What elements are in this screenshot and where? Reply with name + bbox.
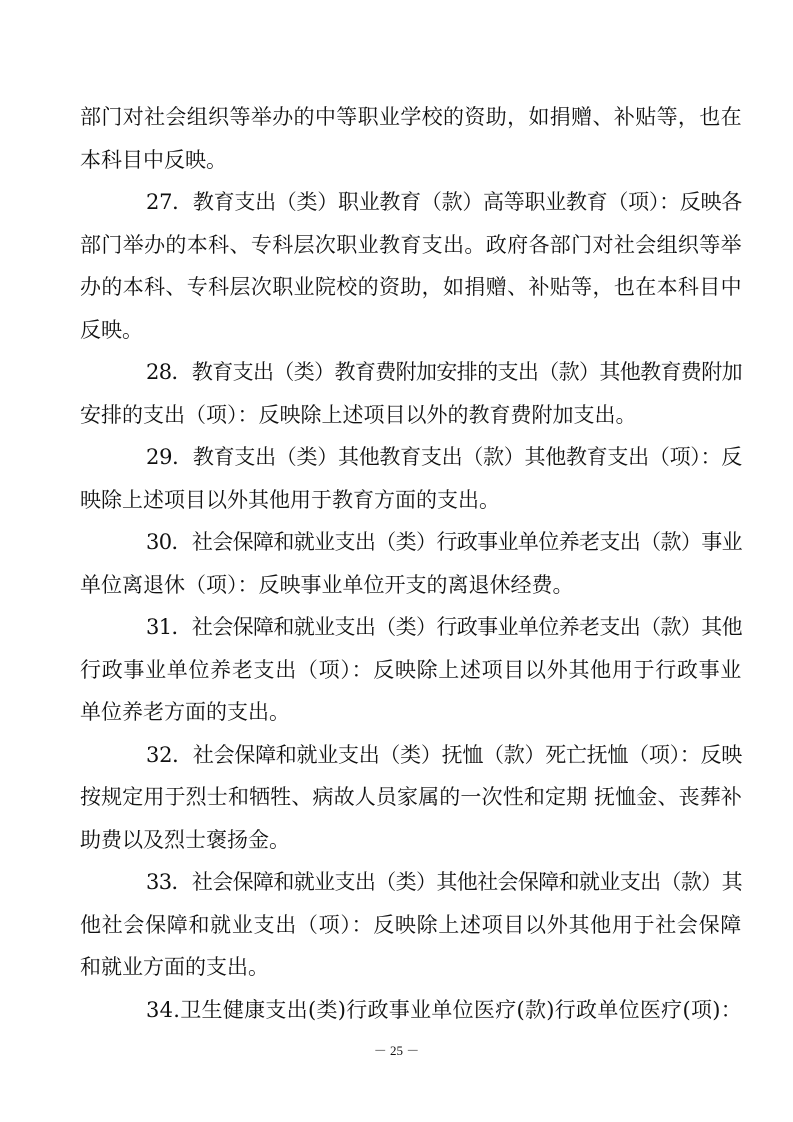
text-line-content: 部门举办的本科、专科层次职业教育支出。政府各部门对社会组织等举 — [80, 232, 742, 257]
text-line-content: 本科目中反映。 — [80, 147, 227, 172]
text-line — [80, 224, 742, 267]
text-line-content: 行政事业单位养老支出（项）：反映除上述项目以外其他用于行政事业 — [80, 657, 742, 682]
text-line — [80, 564, 742, 607]
text-line — [80, 819, 742, 862]
text-line-content: 27．教育支出（类）职业教育（款）高等职业教育（项）：反映各 — [146, 190, 742, 214]
text-line-content: 部门对社会组织等举办的中等职业学校的资助，如捐赠、补贴等，也在 — [80, 105, 742, 129]
text-line-content: 和就业方面的支出。 — [80, 955, 269, 979]
text-line-content: 33．社会保障和就业支出（类）其他社会保障和就业支出（款）其 — [146, 870, 742, 894]
text-line — [80, 734, 742, 777]
text-line-content: 34.卫生健康支出(类)行政事业单位医疗(款)行政单位医疗(项)： — [146, 997, 742, 1022]
text-line-content: 31．社会保障和就业支出（类）行政事业单位养老支出（款）其他 — [146, 615, 742, 639]
text-line-content: 单位离退休（项）：反映事业单位开支的离退休经费。 — [80, 572, 574, 597]
text-line-content: 单位养老方面的支出。 — [80, 700, 290, 724]
text-line — [80, 606, 742, 649]
text-line-content: 助费以及烈士褒扬金。 — [80, 827, 290, 852]
text-line — [80, 394, 742, 437]
text-line — [80, 309, 742, 352]
text-line-content: 28．教育支出（类）教育费附加安排的支出（款）其他教育费附加 — [146, 360, 742, 384]
text-line — [80, 351, 742, 394]
text-line-content: 32．社会保障和就业支出（类）抚恤（款）死亡抚恤（项）：反映 — [146, 742, 742, 767]
text-line — [80, 96, 742, 139]
text-line-content: 按规定用于烈士和牺牲、病故人员家属的一次性和定期 抚恤金、丧葬补 — [80, 785, 742, 809]
text-line-content: 反映。 — [80, 317, 143, 342]
text-line-content: 29．教育支出（类）其他教育支出（款）其他教育支出（项）：反 — [146, 445, 742, 469]
page-number: － 25 － — [373, 1043, 420, 1058]
text-line-content: 30．社会保障和就业支出（类）行政事业单位养老支出（款）事业 — [146, 530, 742, 554]
text-line — [80, 904, 742, 947]
text-line-content: 映除上述项目以外其他用于教育方面的支出。 — [80, 487, 500, 512]
text-line — [80, 946, 742, 989]
text-line — [80, 479, 742, 522]
text-line — [80, 181, 742, 224]
text-line-content: 办的本科、专科层次职业院校的资助，如捐赠、补贴等，也在本科目中 — [80, 275, 742, 299]
text-line — [80, 649, 742, 692]
document-body — [80, 96, 742, 1031]
text-line — [80, 521, 742, 564]
text-line — [80, 861, 742, 904]
text-line — [80, 436, 742, 479]
text-line — [80, 989, 742, 1032]
text-line — [80, 776, 742, 819]
text-line — [80, 266, 742, 309]
text-line-content: 安排的支出（项）：反映除上述项目以外的教育费附加支出。 — [80, 402, 637, 427]
text-line-content: 他社会保障和就业支出（项）：反映除上述项目以外其他用于社会保障 — [80, 912, 742, 937]
text-line — [80, 139, 742, 182]
text-line — [80, 691, 742, 734]
